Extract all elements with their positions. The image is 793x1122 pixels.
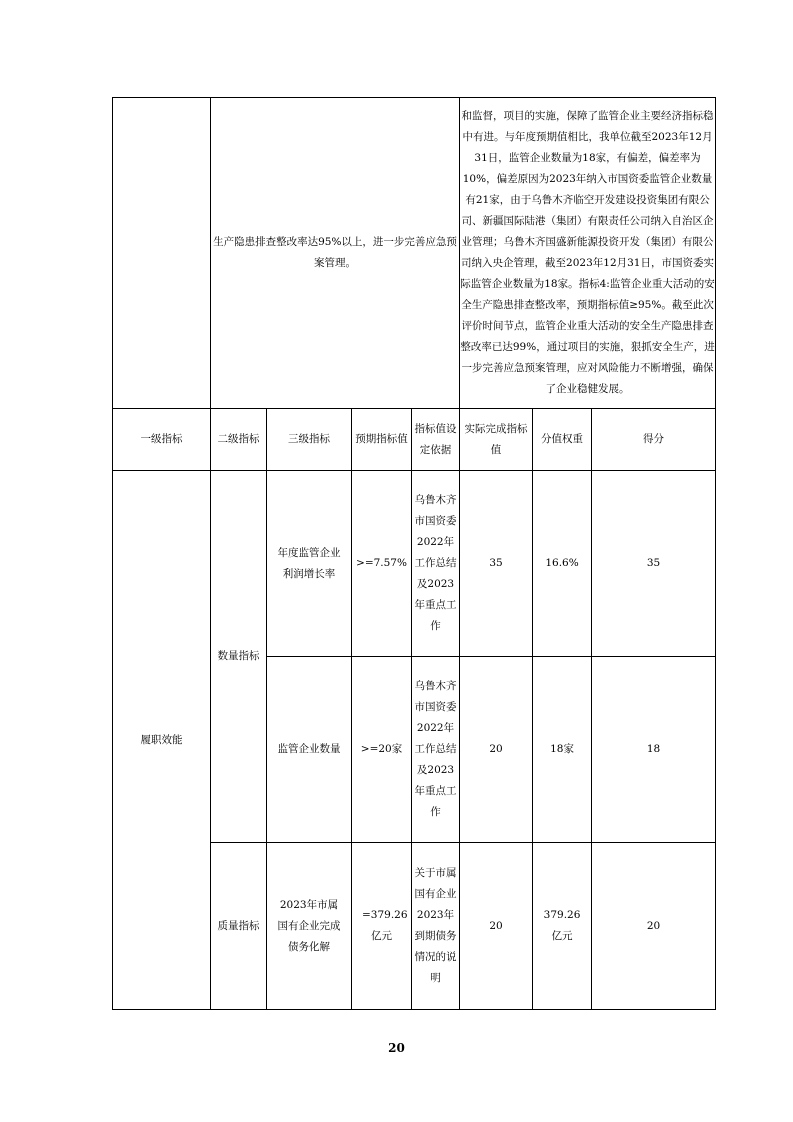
header-expected: 预期指标值 [352,409,412,471]
performance-table [112,97,716,1010]
score-cell: 18 [592,657,716,843]
actual-cell: 35 [460,471,533,657]
header-basis: 指标值设定依据 [412,409,460,471]
expected-cell: >=20家 [352,657,412,843]
narrative-left-text: 生产隐患排查整改率达95%以上，进一步完善应急预案管理。 [211,98,460,409]
basis-cell: 乌鲁木齐市国资委2022年工作总结及2023年重点工作 [412,657,460,843]
header-actual: 实际完成指标值 [460,409,533,471]
level2-quality-cell: 质量指标 [211,843,267,1010]
basis-cell: 关于市属国有企业2023年到期债务情况的说明 [412,843,460,1010]
level1-cell: 履职效能 [113,471,211,1010]
weight-cell: 379.26亿元 [533,843,592,1010]
narrative-right-text: 和监督，项目的实施，保障了监管企业主要经济指标稳中有进。与年度预期值相比，我单位截至2023年12月31日，监管企业数量为18家，有偏差，偏差率为10%，偏差原因为2023年纳入市国资委监管企业数量有21家，由于乌鲁木齐临空开发建设投资集团有限公司、新疆国际陆港（集团）有限责任公司纳入自治区企业管理；乌鲁木齐国盛新能源投资开发（集团）有限公司纳入央企管理，截至2023年12月31日，市国资委实际监管企业数量为18家。指标4:监管企业重大活动的安全生产隐患排查整改率，预期指标值≥95%。截至此次评价时间节点，监管企业重大活动的安全生产隐患排查整改率已达99%，通过项目的实施，狠抓安全生产，进一步完善应急预案管理，应对风险能力不断增强，确保了企业稳健发展。 [460,98,716,409]
expected-cell: =379.26亿元 [352,843,412,1010]
header-weight: 分值权重 [533,409,592,471]
level3-cell: 年度监管企业利润增长率 [267,471,352,657]
score-cell: 35 [592,471,716,657]
actual-cell: 20 [460,657,533,843]
weight-cell: 16.6% [533,471,592,657]
level2-quantity-cell: 数量指标 [211,471,267,843]
score-cell: 20 [592,843,716,1010]
header-level3: 三级指标 [267,409,352,471]
expected-cell: >=7.57% [352,471,412,657]
basis-cell: 乌鲁木齐市国资委2022年工作总结及2023年重点工作 [412,471,460,657]
header-row [113,409,716,471]
header-level2: 二级指标 [211,409,267,471]
page-number: 20 [388,1041,405,1055]
level3-cell: 监管企业数量 [267,657,352,843]
table-row [113,471,716,657]
narrative-row [113,98,716,409]
weight-cell: 18家 [533,657,592,843]
actual-cell: 20 [460,843,533,1010]
header-score: 得分 [592,409,716,471]
narrative-empty-cell [113,98,211,409]
level3-cell: 2023年市属国有企业完成债务化解 [267,843,352,1010]
header-level1: 一级指标 [113,409,211,471]
